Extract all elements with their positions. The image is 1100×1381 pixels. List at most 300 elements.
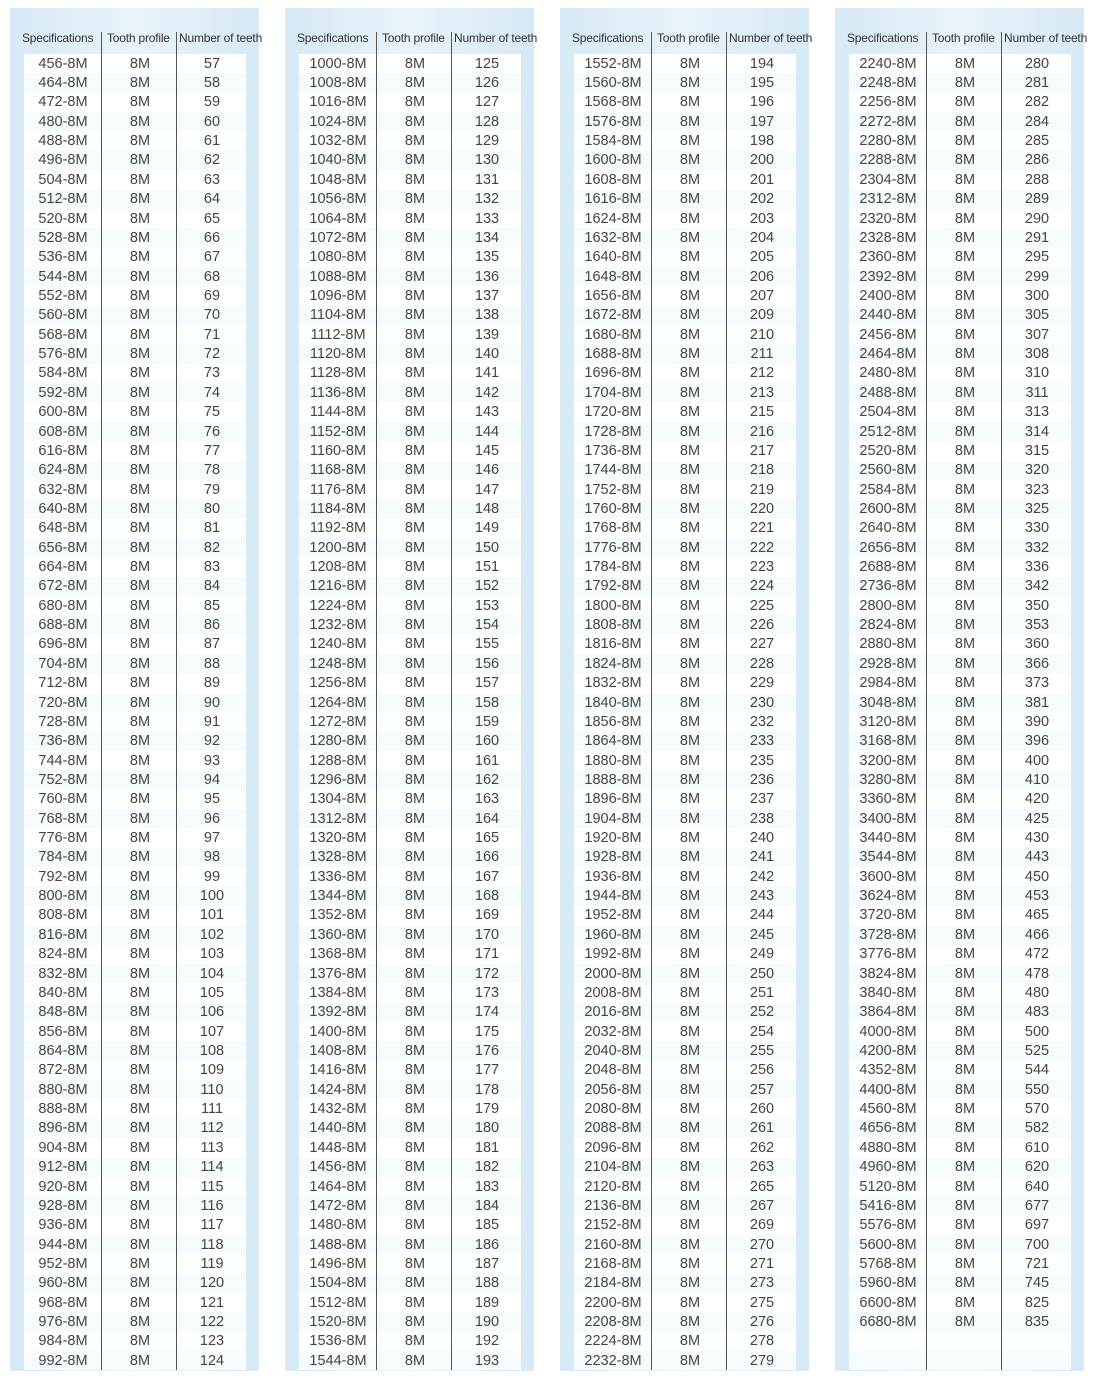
cell-number-of-teeth: 209 [749,307,775,324]
cell-number-of-teeth: 311 [1025,384,1049,401]
table-row [24,228,246,247]
cell-specification: 2824-8M [859,617,917,634]
table-row [574,693,796,712]
cell-number-of-teeth: 288 [1024,171,1050,188]
cell-number-of-teeth: 79 [203,481,221,498]
cell-tooth-profile: 8M [679,868,701,885]
table-row [299,344,521,363]
table-row [299,306,521,325]
cell-specification: 1672-8M [584,307,642,324]
cell-number-of-teeth: 181 [474,1139,500,1156]
cell-tooth-profile: 8M [129,907,151,924]
cell-tooth-profile: 8M [679,94,701,111]
cell-number-of-teeth: 66 [203,229,221,246]
cell-specification: 5768-8M [859,1255,917,1272]
cell-tooth-profile: 8M [404,907,426,924]
cell-tooth-profile: 8M [129,733,151,750]
cell-specification: 1440-8M [309,1120,367,1137]
cell-tooth-profile: 8M [954,423,976,440]
cell-number-of-teeth: 212 [749,365,775,382]
cell-number-of-teeth: 330 [1024,520,1050,537]
table-row [24,712,246,731]
cell-number-of-teeth: 102 [199,926,225,943]
cell-tooth-profile: 8M [404,965,426,982]
cell-tooth-profile: 8M [129,75,151,92]
table-row [299,712,521,731]
table-row [849,848,1071,867]
cell-number-of-teeth: 229 [749,675,775,692]
cell-specification: 872-8M [38,1062,88,1079]
cell-number-of-teeth: 202 [749,191,775,208]
table-row [849,964,1071,983]
table-row [299,1254,521,1273]
cell-specification: 2152-8M [584,1217,642,1234]
cell-tooth-profile: 8M [954,1294,976,1311]
cell-number-of-teeth: 135 [474,249,500,266]
cell-specification: 896-8M [38,1120,88,1137]
table-row [574,441,796,460]
cell-tooth-profile: 8M [129,326,151,343]
cell-number-of-teeth: 157 [474,675,500,692]
cell-tooth-profile: 8M [129,404,151,421]
table-row [24,1196,246,1215]
cell-tooth-profile: 8M [954,1062,976,1079]
cell-specification: 592-8M [38,384,88,401]
table-row [24,770,246,789]
cell-tooth-profile: 8M [954,1275,976,1292]
cell-number-of-teeth: 443 [1024,849,1050,866]
cell-number-of-teeth: 115 [200,1178,224,1195]
cell-number-of-teeth: 80 [203,500,221,517]
cell-specification: 1832-8M [584,675,642,692]
cell-number-of-teeth: 323 [1024,481,1050,498]
cell-tooth-profile: 8M [129,1236,151,1253]
cell-specification: 1688-8M [584,346,642,363]
cell-tooth-profile: 8M [679,346,701,363]
table-row [574,325,796,344]
cell-number-of-teeth: 63 [203,171,221,188]
cell-number-of-teeth: 139 [474,326,500,343]
table-row [849,461,1071,480]
cell-specification: 1992-8M [584,946,642,963]
table-row [574,925,796,944]
cell-tooth-profile: 8M [404,984,426,1001]
table-header [10,22,263,54]
table-row [849,54,1071,73]
table-row [299,402,521,421]
table-row [24,751,246,770]
cell-specification: 1232-8M [309,617,367,634]
cell-tooth-profile: 8M [954,1159,976,1176]
table-row [574,654,796,673]
cell-number-of-teeth: 77 [203,442,221,459]
cell-tooth-profile: 8M [404,229,426,246]
cell-specification: 792-8M [38,868,88,885]
table-row [849,364,1071,383]
cell-tooth-profile: 8M [129,1178,151,1195]
cell-tooth-profile: 8M [679,539,701,556]
cell-specification: 1248-8M [309,655,367,672]
cell-specification: 1800-8M [584,597,642,614]
cell-tooth-profile: 8M [954,133,976,150]
cell-specification: 1320-8M [309,830,367,847]
cell-number-of-teeth: 350 [1024,597,1050,614]
cell-tooth-profile: 8M [679,462,701,479]
cell-specification: 520-8M [38,210,88,227]
cell-specification: 1856-8M [584,713,642,730]
cell-number-of-teeth: 112 [200,1120,224,1137]
cell-tooth-profile: 8M [129,1217,151,1234]
cell-number-of-teeth: 697 [1024,1217,1050,1234]
cell-tooth-profile: 8M [404,636,426,653]
cell-specification: 1312-8M [309,810,367,827]
cell-tooth-profile: 8M [954,1178,976,1195]
cell-number-of-teeth: 279 [749,1352,775,1369]
cell-specification: 5416-8M [859,1197,917,1214]
cell-number-of-teeth: 148 [474,500,500,517]
table-row [24,325,246,344]
cell-number-of-teeth: 271 [749,1255,775,1272]
cell-tooth-profile: 8M [404,868,426,885]
cell-specification: 1784-8M [584,559,642,576]
cell-tooth-profile: 8M [679,810,701,827]
cell-specification: 2504-8M [859,404,917,421]
cell-number-of-teeth: 677 [1024,1197,1050,1214]
cell-number-of-teeth: 73 [203,365,221,382]
cell-number-of-teeth: 87 [203,636,221,653]
cell-tooth-profile: 8M [404,55,426,72]
cell-specification: 720-8M [38,694,88,711]
table-row [849,1099,1071,1118]
cell-specification: 1344-8M [309,888,367,905]
cell-specification: 1368-8M [309,946,367,963]
table-row [299,54,521,73]
table-row [574,964,796,983]
cell-tooth-profile: 8M [954,849,976,866]
cell-specification: 1264-8M [309,694,367,711]
table-row [24,945,246,964]
cell-tooth-profile: 8M [129,655,151,672]
table-row [24,1099,246,1118]
cell-specification: 3400-8M [859,810,917,827]
cell-tooth-profile: 8M [404,1314,426,1331]
cell-number-of-teeth: 104 [199,965,225,982]
cell-number-of-teeth: 204 [749,229,775,246]
cell-number-of-teeth: 265 [749,1178,775,1195]
cell-specification: 1072-8M [309,229,367,246]
cell-tooth-profile: 8M [404,675,426,692]
cell-specification: 1544-8M [309,1352,367,1369]
cell-tooth-profile: 8M [679,946,701,963]
table-row [24,654,246,673]
table-row [299,1293,521,1312]
cell-number-of-teeth: 188 [474,1275,500,1292]
cell-tooth-profile: 8M [679,1043,701,1059]
cell-specification: 1944-8M [584,888,642,905]
cell-specification: 2328-8M [859,229,917,246]
cell-number-of-teeth: 109 [199,1062,225,1079]
cell-number-of-teeth: 189 [474,1294,500,1311]
cell-number-of-teeth: 640 [1024,1178,1050,1195]
cell-specification: 2304-8M [859,171,917,188]
column-divider [926,32,927,1370]
table-row [24,538,246,557]
cell-number-of-teeth: 286 [1024,152,1050,169]
cell-tooth-profile: 8M [679,830,701,847]
cell-specification: 552-8M [38,287,88,304]
cell-specification: 1144-8M [309,404,367,421]
cell-specification: 2008-8M [584,984,642,1001]
table-row [299,596,521,615]
cell-tooth-profile: 8M [404,326,426,343]
table-row [24,693,246,712]
cell-specification: 1752-8M [584,481,642,498]
cell-number-of-teeth: 366 [1024,655,1050,672]
cell-tooth-profile: 8M [954,191,976,208]
table-row [849,112,1071,131]
cell-number-of-teeth: 60 [203,113,221,130]
cell-number-of-teeth: 138 [474,307,500,324]
cell-number-of-teeth: 237 [749,791,775,808]
cell-specification: 1104-8M [309,307,367,324]
table-row [574,848,796,867]
cell-tooth-profile: 8M [679,1294,701,1311]
cell-number-of-teeth: 172 [474,965,500,982]
cell-specification: 2256-8M [859,94,917,111]
table-row [299,848,521,867]
header-tooth-profile: Tooth profile [382,31,445,45]
cell-specification: 832-8M [38,965,88,982]
cell-tooth-profile: 8M [679,1159,701,1176]
cell-tooth-profile: 8M [404,597,426,614]
cell-number-of-teeth: 262 [749,1139,775,1156]
cell-specification: 1768-8M [584,520,642,537]
table-row [299,964,521,983]
cell-tooth-profile: 8M [679,1314,701,1331]
cell-specification: 1120-8M [309,346,367,363]
cell-specification: 2480-8M [859,365,917,382]
table-row [299,983,521,1002]
cell-tooth-profile: 8M [129,965,151,982]
cell-tooth-profile: 8M [954,965,976,982]
table-row [299,1177,521,1196]
cell-number-of-teeth: 128 [474,113,500,130]
cell-specification: 1880-8M [584,752,642,769]
cell-specification: 1568-8M [584,94,642,111]
spec-table-panel-1 [10,8,263,1371]
cell-tooth-profile: 8M [129,384,151,401]
cell-tooth-profile: 8M [129,210,151,227]
cell-number-of-teeth: 118 [200,1236,224,1253]
cell-number-of-teeth: 123 [199,1333,225,1350]
cell-specification: 1472-8M [309,1197,367,1214]
cell-tooth-profile: 8M [679,307,701,324]
cell-tooth-profile: 8M [679,984,701,1001]
cell-specification: 760-8M [38,791,88,808]
cell-specification: 3776-8M [859,946,917,963]
cell-specification: 2560-8M [859,462,917,479]
cell-number-of-teeth: 114 [200,1159,224,1176]
cell-number-of-teeth: 215 [749,404,775,421]
cell-tooth-profile: 8M [404,1333,426,1350]
cell-specification: 1272-8M [309,713,367,730]
cell-specification: 2656-8M [859,539,917,556]
cell-number-of-teeth: 171 [474,946,500,963]
table-row [299,751,521,770]
cell-specification: 1816-8M [584,636,642,653]
table-row [24,364,246,383]
cell-number-of-teeth: 267 [749,1197,775,1214]
cell-specification: 5960-8M [859,1275,917,1292]
cell-tooth-profile: 8M [954,713,976,730]
table-row [849,480,1071,499]
cell-number-of-teeth: 163 [474,791,500,808]
table-row [299,1235,521,1254]
cell-specification: 1112-8M [310,326,366,343]
cell-number-of-teeth: 174 [474,1004,500,1021]
table-row [24,596,246,615]
cell-specification: 824-8M [38,946,88,963]
cell-tooth-profile: 8M [129,1314,151,1331]
table-row [24,112,246,131]
table-row [24,635,246,654]
table-row [574,596,796,615]
cell-specification: 464-8M [38,75,88,92]
cell-tooth-profile: 8M [404,1275,426,1292]
cell-specification: 1456-8M [309,1159,367,1176]
table-row [849,1351,1071,1370]
table-row [574,809,796,828]
cell-tooth-profile: 8M [954,404,976,421]
table-row [299,1041,521,1060]
cell-specification: 1096-8M [309,287,367,304]
cell-number-of-teeth: 99 [203,868,221,885]
cell-number-of-teeth: 154 [474,617,500,634]
cell-tooth-profile: 8M [679,191,701,208]
table-row [24,674,246,693]
cell-number-of-teeth: 129 [474,133,500,150]
cell-number-of-teeth: 143 [474,404,500,421]
table-row [299,615,521,634]
column-divider [376,32,377,1370]
cell-specification: 1600-8M [584,152,642,169]
cell-number-of-teeth: 218 [749,462,775,479]
cell-number-of-teeth: 81 [203,520,221,537]
cell-tooth-profile: 8M [129,675,151,692]
cell-tooth-profile: 8M [129,191,151,208]
cell-number-of-teeth: 184 [474,1197,500,1214]
cell-specification: 1392-8M [309,1004,367,1021]
table-row [299,828,521,847]
cell-specification: 640-8M [38,500,88,517]
cell-specification: 752-8M [38,771,88,788]
cell-tooth-profile: 8M [679,171,701,188]
cell-number-of-teeth: 164 [474,810,500,827]
cell-specification: 4880-8M [859,1139,917,1156]
cell-tooth-profile: 8M [954,94,976,111]
cell-specification: 848-8M [38,1004,88,1021]
cell-number-of-teeth: 206 [749,268,775,285]
cell-tooth-profile: 8M [679,636,701,653]
cell-number-of-teeth: 72 [203,346,221,363]
table-header [835,22,1088,54]
cell-specification: 616-8M [38,442,88,459]
table-row [24,848,246,867]
cell-tooth-profile: 8M [404,287,426,304]
cell-tooth-profile: 8M [404,1081,426,1098]
cell-tooth-profile: 8M [404,1120,426,1137]
cell-number-of-teeth: 127 [474,94,500,111]
cell-specification: 2048-8M [584,1062,642,1079]
cell-specification: 568-8M [38,326,88,343]
cell-number-of-teeth: 71 [203,326,221,343]
table-row [24,1351,246,1370]
cell-number-of-teeth: 101 [199,907,225,924]
cell-tooth-profile: 8M [954,1314,976,1331]
cell-tooth-profile: 8M [129,1352,151,1369]
table-row [574,906,796,925]
cell-tooth-profile: 8M [679,404,701,421]
cell-tooth-profile: 8M [954,75,976,92]
table-row [849,654,1071,673]
cell-specification: 672-8M [38,578,88,595]
cell-tooth-profile: 8M [129,1159,151,1176]
cell-tooth-profile: 8M [679,926,701,943]
cell-number-of-teeth: 213 [749,384,775,401]
cell-tooth-profile: 8M [954,733,976,750]
table-row [24,286,246,305]
cell-number-of-teeth: 166 [474,849,500,866]
cell-number-of-teeth: 134 [474,229,500,246]
table-row [849,1119,1071,1138]
cell-number-of-teeth: 238 [749,810,775,827]
cell-specification: 1176-8M [309,481,367,498]
cell-number-of-teeth: 251 [749,984,775,1001]
table-row [299,1099,521,1118]
table-row [849,886,1071,905]
table-row [849,1254,1071,1273]
cell-number-of-teeth: 336 [1024,559,1050,576]
cell-specification: 800-8M [38,888,88,905]
cell-number-of-teeth: 177 [474,1062,500,1079]
cell-tooth-profile: 8M [404,655,426,672]
cell-specification: 3824-8M [859,965,917,982]
cell-number-of-teeth: 290 [1024,210,1050,227]
table-row [849,867,1071,886]
cell-tooth-profile: 8M [129,597,151,614]
table-row [574,422,796,441]
table-row [574,732,796,751]
cell-tooth-profile: 8M [129,559,151,576]
cell-specification: 3728-8M [859,926,917,943]
table-row [574,228,796,247]
cell-tooth-profile: 8M [404,152,426,169]
cell-number-of-teeth: 97 [203,830,221,847]
cell-specification: 472-8M [38,94,88,111]
cell-tooth-profile: 8M [129,926,151,943]
cell-number-of-teeth: 353 [1024,617,1050,634]
cell-number-of-teeth: 210 [749,326,775,343]
table-row [299,112,521,131]
cell-specification: 728-8M [38,713,88,730]
table-row [24,190,246,209]
cell-tooth-profile: 8M [679,888,701,905]
cell-number-of-teeth: 745 [1024,1275,1050,1292]
cell-specification: 2512-8M [859,423,917,440]
cell-number-of-teeth: 167 [474,868,500,885]
table-row [24,73,246,92]
header-tooth-profile: Tooth profile [932,31,995,45]
